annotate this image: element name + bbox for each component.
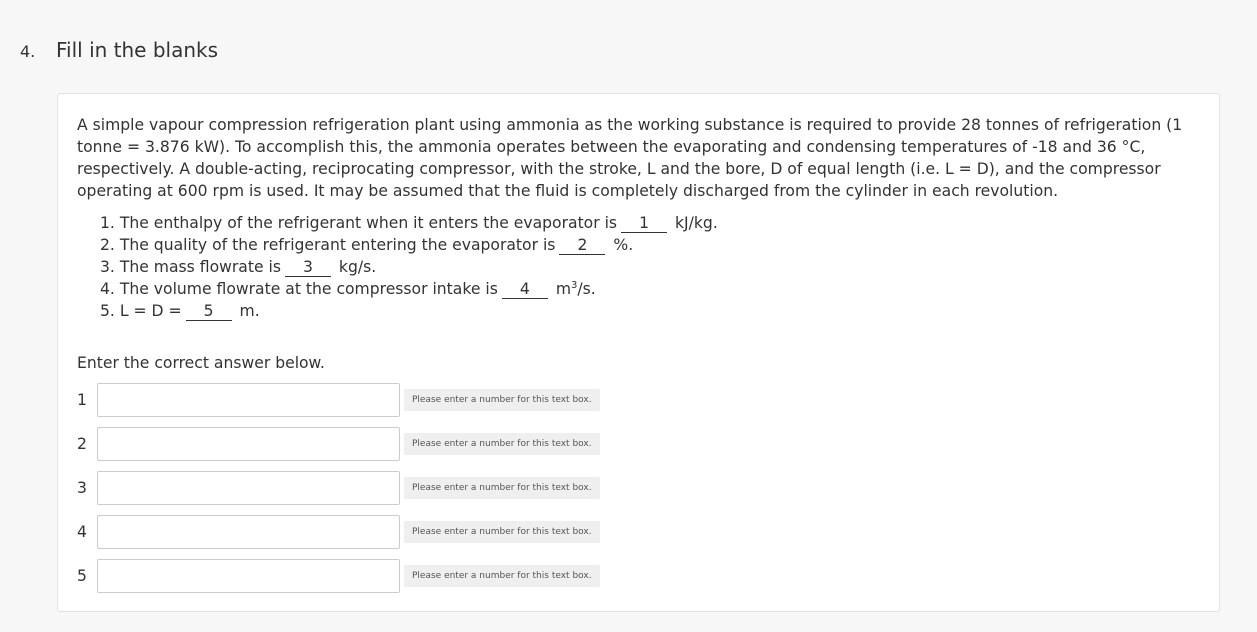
validation-hint: Please enter a number for this text box. xyxy=(404,477,600,499)
blank-item-text: 1. The enthalpy of the refrigerant when it enters the evaporator is xyxy=(100,214,618,232)
blank-marker: 4 xyxy=(502,280,548,299)
question-number: 4. xyxy=(20,42,36,61)
blank-item-text: 2. The quality of the refrigerant entering the evaporator is xyxy=(100,236,556,254)
blank-item-2 xyxy=(100,234,718,256)
validation-hint: Please enter a number for this text box. xyxy=(404,521,600,543)
blank-marker: 2 xyxy=(559,236,605,255)
answer-label: 1 xyxy=(77,391,87,409)
blank-marker: 3 xyxy=(285,258,331,277)
answer-row-1 xyxy=(77,383,600,417)
question-header xyxy=(20,38,218,66)
blank-unit: %. xyxy=(613,236,634,254)
validation-hint: Please enter a number for this text box. xyxy=(404,565,600,587)
answer-input-4[interactable] xyxy=(97,515,400,549)
answer-row-5 xyxy=(77,559,600,593)
blank-unit: kJ/kg. xyxy=(675,214,718,232)
validation-hint: Please enter a number for this text box. xyxy=(404,389,600,411)
question-text: A simple vapour compression refrigeration plant using ammonia as the working substance is required to provide 28 tonnes of refrigeration (1 tonne = 3.876 kW). To accomplish this, the ammonia operates between the evaporating and condensing temperatures of -18 and 36 °C, respectively. A double-acting, reciprocating compressor, with the stroke, L and the bore, D of equal length (i.e. L = D), and the compressor operating at 600 rpm is used. It may be assumed that the fluid is completely discharged from the cylinder in each revolution. xyxy=(77,116,1183,200)
blank-marker: 5 xyxy=(186,302,232,321)
blank-item-5 xyxy=(100,300,718,322)
answer-label: 4 xyxy=(77,523,87,541)
blank-item-text: 3. The mass flowrate is xyxy=(100,258,281,276)
question-card xyxy=(57,93,1220,612)
blank-item-text: 5. L = D = xyxy=(100,302,182,320)
blank-item-3 xyxy=(100,256,718,278)
blank-unit: kg/s. xyxy=(338,258,377,276)
blank-item-text: 4. The volume flowrate at the compressor intake is xyxy=(100,280,498,298)
answer-input-1[interactable] xyxy=(97,383,400,417)
blank-list xyxy=(100,212,718,322)
answer-label: 3 xyxy=(77,479,87,497)
validation-hint: Please enter a number for this text box. xyxy=(404,433,600,455)
blank-marker: 1 xyxy=(621,214,667,233)
answer-prompt: Enter the correct answer below. xyxy=(77,354,325,372)
answer-input-3[interactable] xyxy=(97,471,400,505)
answer-label: 5 xyxy=(77,567,87,585)
blank-item-4 xyxy=(100,278,718,300)
answer-input-5[interactable] xyxy=(97,559,400,593)
question-title: Fill in the blanks xyxy=(56,38,219,62)
answer-row-3 xyxy=(77,471,600,505)
answer-row-4 xyxy=(77,515,600,549)
blank-unit: $m^3/s$. xyxy=(555,279,596,298)
answer-label: 2 xyxy=(77,435,87,453)
blank-unit: m. xyxy=(239,302,260,320)
blank-item-1 xyxy=(100,212,718,234)
answer-input-2[interactable] xyxy=(97,427,400,461)
answer-row-2 xyxy=(77,427,600,461)
